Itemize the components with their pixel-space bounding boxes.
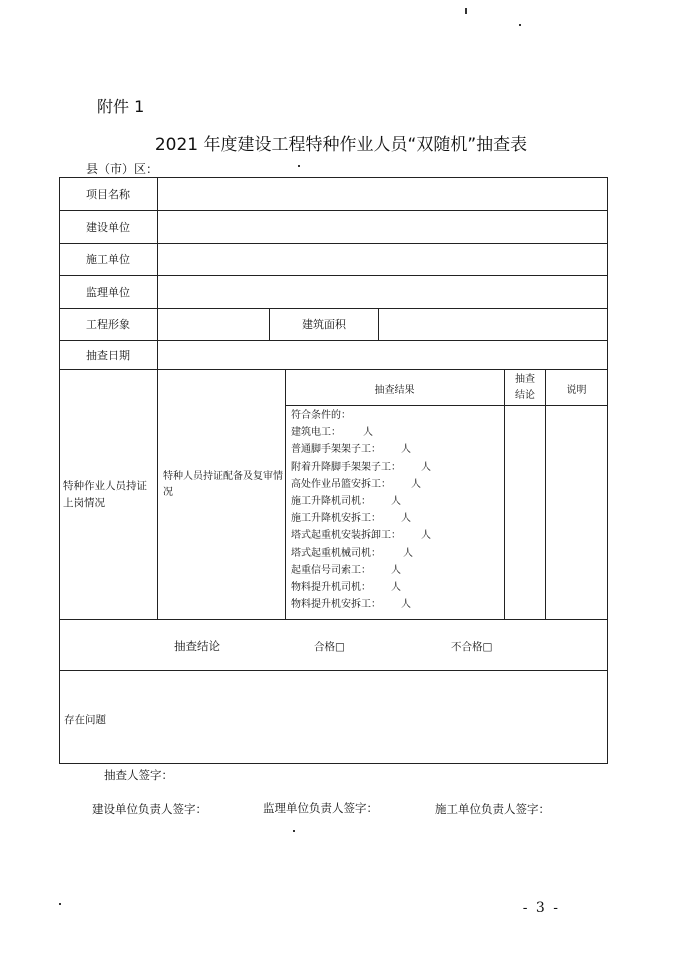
trade-name: 塔式起重机安装拆卸工： xyxy=(291,530,401,542)
trade-row xyxy=(291,596,431,613)
table-border-right xyxy=(607,177,608,764)
certification-sub-text: 特种人员持证配备及复审情况 xyxy=(163,471,283,498)
fail-checkbox[interactable]: 不合格□ xyxy=(451,641,493,653)
person-unit: 人 xyxy=(401,444,411,456)
col-divider xyxy=(157,369,158,619)
col-divider xyxy=(285,369,286,619)
trade-name: 高处作业吊篮安拆工： xyxy=(291,478,391,490)
qualified-count-list xyxy=(291,407,431,613)
project-name-label: 项目名称 xyxy=(86,188,130,201)
trade-name: 塔式起重机械司机： xyxy=(291,547,381,559)
row-divider xyxy=(59,369,608,370)
person-unit: 人 xyxy=(391,582,401,594)
final-conclusion-label: 抽查结论 xyxy=(174,639,220,653)
trade-row xyxy=(291,459,431,476)
trade-row xyxy=(291,441,431,458)
person-unit: 人 xyxy=(363,427,373,439)
table-border-bottom xyxy=(59,763,608,764)
note-column-value[interactable] xyxy=(546,406,607,619)
county-label: 县（市）区： xyxy=(86,162,159,176)
note-header: 说明 xyxy=(566,385,587,396)
construction-unit-value[interactable] xyxy=(158,211,607,243)
trade-name: 物料提升机安拆工： xyxy=(291,599,381,611)
scan-speck xyxy=(519,24,521,26)
inspection-date-label: 抽查日期 xyxy=(86,349,130,362)
building-unit-value[interactable] xyxy=(158,244,607,275)
trade-row xyxy=(291,510,431,527)
conclusion-column-value[interactable] xyxy=(505,406,545,619)
qualified-title: 符合条件的： xyxy=(291,410,351,421)
trade-name: 施工升降机司机： xyxy=(291,496,371,508)
inspector-signature: 抽查人签字： xyxy=(104,768,173,782)
construction-unit-signature: 建设单位负责人签字： xyxy=(92,802,207,816)
trade-row xyxy=(291,527,431,544)
trade-row xyxy=(291,562,431,579)
scan-speck xyxy=(298,165,300,167)
scan-speck xyxy=(293,830,295,832)
page-title: 2021 年度建设工程特种作业人员“双随机”抽查表 xyxy=(154,135,528,155)
person-unit: 人 xyxy=(403,547,413,559)
trade-row xyxy=(291,545,431,562)
person-unit: 人 xyxy=(391,564,401,576)
building-unit-label: 施工单位 xyxy=(86,253,130,266)
issues-label: 存在问题 xyxy=(64,714,106,726)
supervision-unit-label: 监理单位 xyxy=(86,286,130,299)
project-name-value[interactable] xyxy=(158,178,607,210)
supervision-unit-value[interactable] xyxy=(158,276,607,308)
result-header: 抽查结果 xyxy=(374,385,415,396)
scan-speck xyxy=(59,903,61,905)
trade-name: 物料提升机司机： xyxy=(291,582,371,594)
person-unit: 人 xyxy=(411,478,421,490)
certification-row-text: 特种作业人员持证上岗情况 xyxy=(63,480,147,509)
issues-value[interactable] xyxy=(130,671,607,763)
building-area-value[interactable] xyxy=(379,309,607,340)
trade-name: 普通脚手架架子工： xyxy=(291,444,381,456)
construction-unit-label: 建设单位 xyxy=(86,221,130,234)
certification-sub-label xyxy=(163,469,283,501)
inspection-date-value[interactable] xyxy=(158,341,607,369)
building-area-label: 建筑面积 xyxy=(302,318,346,331)
person-unit: 人 xyxy=(401,513,411,525)
trade-row xyxy=(291,493,431,510)
certification-row-label xyxy=(63,478,155,512)
person-unit: 人 xyxy=(421,530,431,542)
trade-name: 起重信号司索工： xyxy=(291,564,371,576)
trade-row xyxy=(291,476,431,493)
conclusion-header xyxy=(505,372,545,404)
person-unit: 人 xyxy=(391,496,401,508)
trade-row xyxy=(291,579,431,596)
person-unit: 人 xyxy=(401,599,411,611)
attachment-label: 附件 1 xyxy=(97,97,145,116)
pass-checkbox[interactable]: 合格□ xyxy=(314,641,345,653)
building-unit-signature: 施工单位负责人签字： xyxy=(435,802,550,816)
progress-label: 工程形象 xyxy=(86,318,130,331)
trade-name: 施工升降机安拆工： xyxy=(291,513,381,525)
scan-speck xyxy=(465,8,467,14)
person-unit: 人 xyxy=(421,461,431,473)
supervision-unit-signature: 监理单位负责人签字： xyxy=(263,801,378,815)
conclusion-header-text: 抽查结论 xyxy=(515,374,535,401)
trade-name: 建筑电工： xyxy=(291,427,341,439)
page-number: - 3 - xyxy=(522,900,560,916)
progress-value[interactable] xyxy=(158,309,269,340)
trade-row xyxy=(291,424,431,441)
row-divider xyxy=(59,619,608,620)
trade-name: 附着升降脚手架架子工： xyxy=(291,461,401,473)
